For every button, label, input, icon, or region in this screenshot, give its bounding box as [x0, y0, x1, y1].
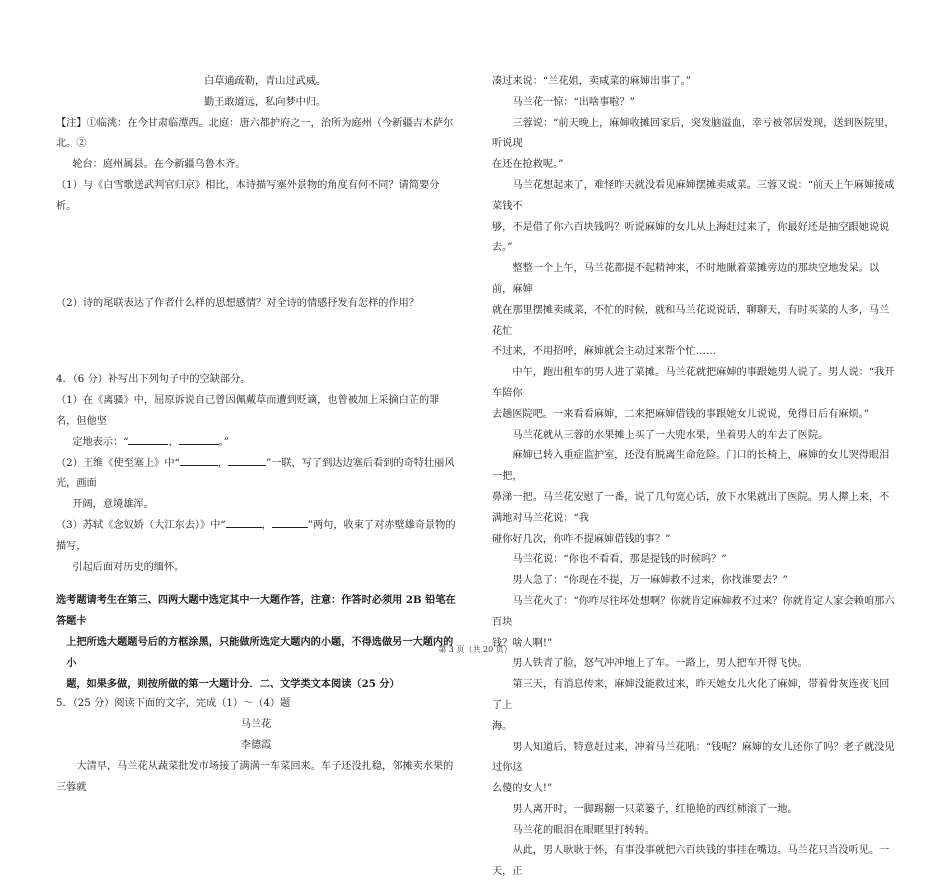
story-line: 碰你好几次，你咋不提麻婶借钱的事？”	[492, 533, 671, 545]
answer-space	[56, 218, 456, 294]
question-4-3-cont: 引起后面对历史的缅怀。	[72, 561, 185, 573]
story-line: 整整一个上午，马兰花都提不起精神来，不时地瞅着菜摊旁边的那块空地发呆。以前，麻婶	[492, 263, 880, 295]
story-line: 第三天，有消息传来，麻婶没能救过来，昨天她女儿火化了麻婶，带着骨灰连夜飞回了上	[492, 679, 890, 711]
page-number: 第 3 页（共 20 页）	[438, 645, 512, 654]
question-5-heading: 5．（25 分）阅读下面的文字，完成（1）～（4）题	[56, 698, 291, 710]
annotation-note	[56, 114, 456, 156]
fill-blank	[228, 455, 266, 466]
text-span: （3）苏轼《念奴娇（大江东去）》中“	[56, 519, 226, 531]
text-span: ”两句，收束了对赤壁雄奇景物的描写，	[56, 519, 456, 552]
story-line: 马兰花一惊：“出啥事啦？”	[512, 96, 635, 108]
question-4-2	[56, 454, 456, 496]
story-line: 不过来，不用招呼，麻婶就会主动过来帮个忙……	[492, 346, 717, 358]
note-label: 【注】	[56, 117, 87, 129]
story-line: 在还在抢救呢。”	[492, 159, 564, 171]
story-paragraph: 大清早，马兰花从蔬菜批发市场接了满满一车菜回来。车子还没扎稳，邻摊卖水果的三蓉就	[56, 760, 454, 793]
story-line: 男人铁青了脸，怒气冲冲地上了车。一路上，男人把车开得飞快。	[512, 658, 808, 670]
question-4-3	[56, 516, 456, 558]
text-span: 定地表示：“	[72, 436, 129, 448]
question-4-2-cont: 开阔，意境雄浑。	[72, 499, 154, 511]
story-line: 去。”	[492, 242, 513, 254]
answer-space	[56, 314, 456, 370]
question-4-1-cont	[56, 433, 456, 454]
story-line: 马兰花想起来了，难怪昨天就没看见麻婶摆摊卖咸菜。三蓉又说：“前天上午麻婶接咸菜钱不	[492, 179, 895, 212]
text-span: ，	[168, 436, 179, 448]
note-text: ①临洮：在今甘肃临潭西。北庭：唐六都护府之一，治所为庭州（今新疆吉木萨尔北。②	[56, 117, 454, 150]
text-span: ”一联，写了到达边塞后看到的奇特壮丽风光，画面	[56, 457, 455, 490]
text-span: ，	[217, 457, 228, 469]
story-line: 鼻涕一把。马兰花安慰了一番，说了几句宽心话，放下水果就出了医院。男人撵上来，不满地对马兰花说：“我	[492, 491, 890, 524]
fill-blank	[128, 434, 168, 445]
fill-blank	[272, 517, 308, 528]
story-line: 中午，跑出租车的男人进了菜摊。马兰花就把麻婶的事跟她男人说了。男人说：“我开车陪你	[492, 367, 895, 399]
annotation-note-cont: 轮台：庭州属县。在今新疆乌鲁木齐。	[72, 159, 246, 171]
story-line: 三蓉说：“前天晚上，麻婶收摊回家后，突发脑溢血，幸亏被邻居发现，送到医院里，听说现	[492, 117, 895, 150]
question-4-heading: 4．（6 分）补写出下列句子中的空缺部分。	[56, 374, 251, 386]
question-2: （2）诗的尾联表达了作者什么样的思想感情？对全诗的情感抒发有怎样的作用？	[56, 297, 420, 309]
text-span: ，	[261, 519, 272, 531]
story-title: 马兰花	[240, 719, 272, 731]
story-line: 海。	[492, 720, 513, 732]
fill-blank	[180, 455, 218, 466]
story-line: 马兰花就从三蓉的水果摊上买了一大兜水果，坐着男人的车去了医院。	[512, 429, 829, 441]
text-span: （2）王维《使至塞上》中“	[56, 457, 180, 469]
text-span: 。”	[218, 436, 229, 448]
question-1: （1）与《白雪歌送武判官归京》相比，本诗描写塞外景物的角度有何不同？请简要分析。	[56, 179, 440, 212]
poem-line: 勤王敢道远，私向梦中归。	[204, 96, 327, 108]
story-line: 就在那里摆摊卖咸菜，不忙的时候，就和马兰花说说话，聊聊天，有时买菜的人多，马兰花忙	[492, 304, 890, 337]
spacer	[56, 578, 456, 590]
story-line: 么傻的女人!”	[492, 783, 553, 795]
story-line: 凑过来说：“兰花姐，卖咸菜的麻婶出事了。”	[492, 76, 691, 87]
left-column	[56, 72, 456, 798]
story-line: 男人知道后，特意赶过来，冲着马兰花吼：“钱呢？麻婶的女儿还你了吗？老子就没见过你这	[492, 741, 895, 774]
fill-blank	[179, 434, 219, 445]
story-line: 马兰花的眼泪在眼眶里打转转。	[512, 824, 656, 836]
elective-instruction: 题，如果多做，则按所做的第一大题计分．二、文学类文本阅读（25 分）	[66, 677, 400, 690]
story-line: 去趟医院吧。一来看看麻婶，二来把麻婶借钱的事跟她女儿说说，免得日后有麻烦。”	[492, 408, 870, 420]
story-author: 李德霞	[240, 739, 272, 751]
story-line: 马兰花说：“你也不看看，那是提钱的时候吗？”	[512, 554, 727, 566]
right-column	[492, 72, 896, 883]
story-line: 够，不是借了你六百块钱吗？听说麻婶的女儿从上海赶过来了，你最好还是抽空跟她说说	[492, 221, 890, 233]
poem-line: 白草通疏勒，青山过武威。	[204, 76, 327, 87]
story-line: 男人离开时，一脚踢翻一只菜篓子，红艳艳的西红柿滚了一地。	[512, 803, 798, 815]
elective-instruction: 上把所选大题题号后的方框涂黑，只能做所选定大题内的小题，不得选做另一大题内的小	[66, 635, 454, 669]
fill-blank	[226, 517, 262, 528]
story-line: 麻婶已转入重症监护室，还没有脱离生命危险。门口的长椅上，麻婶的女儿哭得眼泪一把，	[492, 450, 890, 483]
story-line: 男人急了：“你现在不提，万一麻婶救不过来，你找谁要去？”	[512, 575, 788, 587]
story-line: 从此，男人耿耿于怀，有事没事就把六百块钱的事挂在嘴边。马兰花只当没听见。一天，正	[492, 845, 890, 878]
story-line: 马兰花火了：“你咋尽往坏处想啊？你就肯定麻婶救不过来？你就肯定人家会赖咱那六百块	[492, 595, 895, 628]
question-4-1: （1）在《离骚》中，屈原诉说自己曾因佩戴草而遭到贬谪，也曾被加上采摘白芷的罪名，但他坚	[56, 395, 440, 427]
story-line: 钱？啥人啊!”	[492, 637, 553, 649]
elective-instruction: 选考题请考生在第三、四两大题中选定其中一大题作答，注意：作答时必须用 2B 铅笔在答题卡	[56, 594, 456, 628]
